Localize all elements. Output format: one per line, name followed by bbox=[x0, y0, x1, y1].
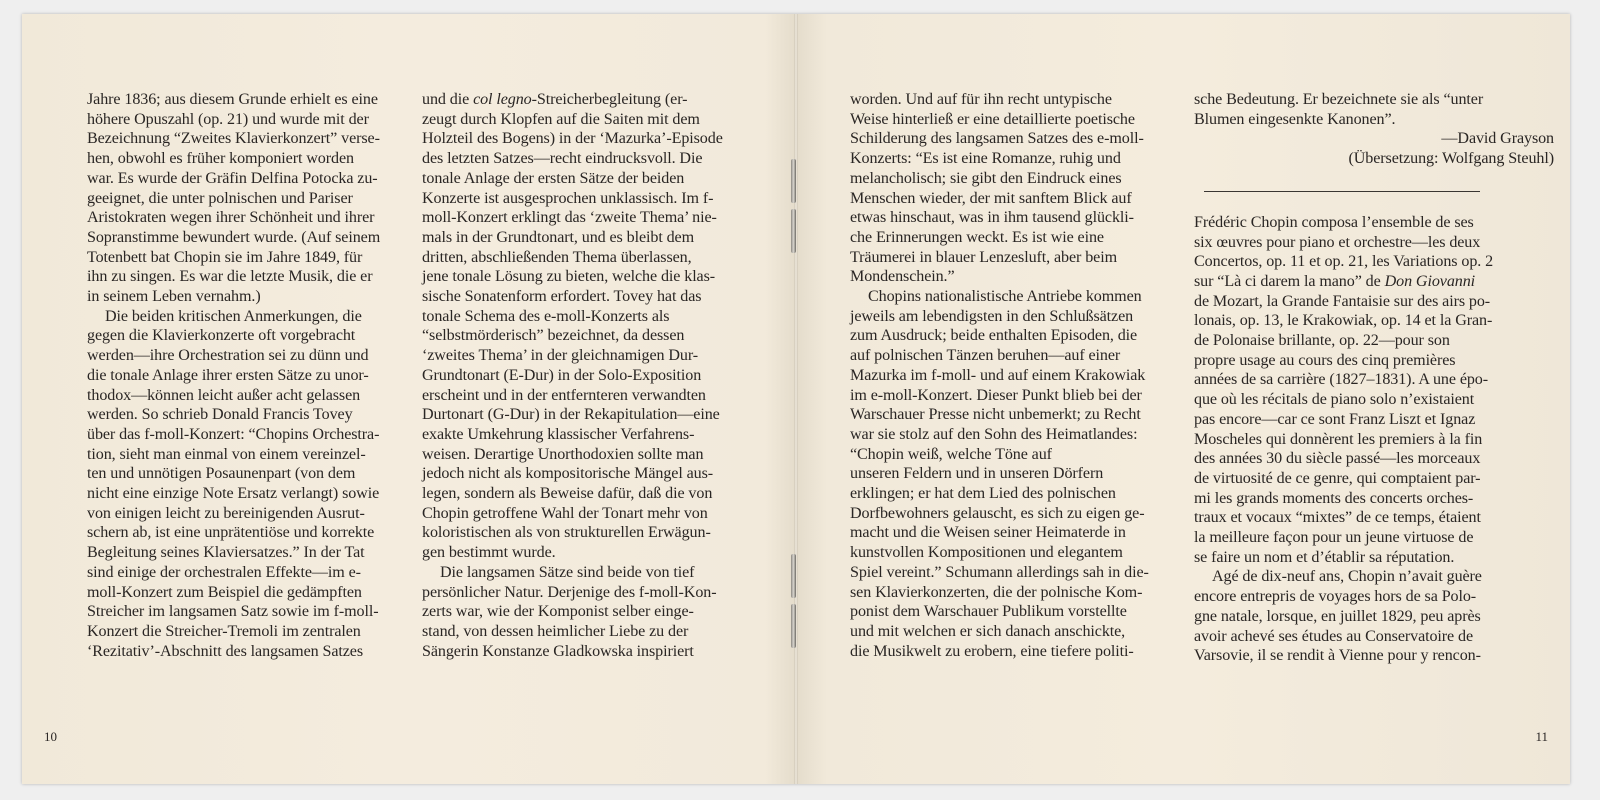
paragraph: Agé de dix-neuf ans, Chopin n’avait guère encore entrepris de voyages hors de sa Polo- gne natale, lorsque, en juillet 1829, peu après avoir achevé ses études au Conservatoire de Varsovie, il se rendit à Vienne pour y rencon- bbox=[1194, 568, 1482, 665]
right-page bbox=[796, 14, 1570, 784]
translator-credit: (Übersetzung: Wolfgang Steuhl) bbox=[1348, 150, 1554, 168]
paragraph: Die beiden kritischen Anmerkungen, die gegen die Klavierkonzerte oft vorgebracht werden—ihre Orchestration sei zu dünn und die tonale Anlage ihrer ersten Sätze zu unor- thodox—können leicht außer acht gelassen werden. So schrieb Donald Francis Tovey über das f-moll-Konzert: “Chopins Orchestra- tion, sieht man einmal von einem vereinzel- ten und unnötigen Posaunenpart (von dem nicht eine einzige Note Ersatz verlangt) sowie von einigen leicht zu bereinigenden Ausrut- schern ab, ist eine unprätentiöse und korrekte Begleitung seines Klaviersatzes.” In der Tat sind einige der orchestralen Effekte—im e- moll-Konzert zum Beispiel die gedämpften Streicher im langsamen Satz sowie im f-moll- Konzert die Streicher-Tremoli im zentralen ‘Rezitativ’-Abschnitt des langsamen Satzes bbox=[87, 307, 380, 660]
text-run: und die bbox=[422, 91, 474, 108]
left-column-2 bbox=[422, 90, 782, 661]
paragraph bbox=[422, 90, 782, 563]
text-run: Frédéric Chopin composa l’ensemble de ses six œuvres pour piano et orchestre—les deux Concertos, op. 11 et op. 21, les Variations op. 2 sur “Là ci darem la mano” de bbox=[1194, 213, 1494, 290]
text-run: de Mozart, la Grande Fantaisie sur des airs po- lonais, op. 13, le Krakowiak, op. 14 et la Gran- de Polonaise brillante, op. 22—pour son propre usage au cours des cinq premières années de sa carrière (1827–1831). A une épo- que où les récitals de piano solo n’existaient pas encore—car ce sont Franz Liszt et Ignaz Moscheles qui donnèrent les premiers à la fin des années 30 du siècle passé—les morceaux de virtuosité de ce genre, qui comptaient par- mi les grands moments des concerts orches- traux et vocaux “mixtes” de ce temps, étaient la meilleure façon pour un jeune virtuose de se faire un nom et d’établir sa réputation. bbox=[1194, 292, 1493, 566]
author-credit: —David Grayson bbox=[1441, 130, 1554, 148]
right-column-2 bbox=[1194, 90, 1554, 666]
paragraph: Chopins nationalistische Antriebe kommen jeweils am lebendigsten in den Schlußsätzen zum Ausdruck; beide enthalten Episoden, die auf polnischen Tänzen beruhen—auf einer Mazurka im f-moll- und auf einem Krakowiak im e-moll-Konzert. Dieser Punkt blieb bei der Warschauer Presse nicht unbemerkt; zu Recht war sie stolz auf den Sohn des Heimatlandes: “Chopin weiß, welche Töne auf unseren Feldern und in unseren Dörfern erklingen; er hat dem Lied des polnischen Dorfbewohners gelauscht, es sich zu eigen ge- macht und die Weisen seiner Heimaterde in kunstvollen Kompositionen und elegantem Spiel vereint.” Schumann allerdings sah in die- sen Klavierkonzerten, die der polnische Kom- ponist dem Warschauer Publikum vorstellte und mit welchen er sich danach anschickte, die Musikwelt zu erobern, eine tiefere politi- bbox=[850, 288, 1149, 660]
paragraph: sche Bedeutung. Er bezeichnete sie als “unter Blumen eingesenkte Kanonen”. bbox=[1194, 91, 1484, 128]
paragraph bbox=[1194, 213, 1554, 568]
booklet-spread bbox=[22, 14, 1570, 784]
italic-term: col legno bbox=[473, 91, 532, 108]
paragraph: worden. Und auf für ihn recht untypische Weise hinterließ er eine detaillierte poetische Schilderung des langsamen Satzes des e-moll- Konzerts: “Es ist eine Romanze, ruhig und melancholisch; sie gibt den Eindruck eines Menschen wieder, der mit sanftem Blick auf etwas hinschaut, was in ihm tausend glückli- che Erinnerungen weckt. Es ist wie eine Träumerei in blauer Lenzesluft, aber beim Mondenschein.” bbox=[850, 91, 1144, 286]
italic-title: Don Giovanni bbox=[1384, 272, 1476, 290]
page-number-left: 10 bbox=[44, 729, 57, 744]
paragraph: Jahre 1836; aus diesem Grunde erhielt es eine höhere Opuszahl (op. 21) und wurde mit der Bezeichnung “Zweites Klavierkonzert” verse- hen, obwohl es früher komponiert worden war. Es wurde der Gräfin Delfina Potocka zu- geeignet, die unter polnischen und Pariser Aristokraten wegen ihrer Schönheit und ihrer Sopranstimme bewundert wurde. (Auf seinem Totenbett bat Chopin sie im Jahre 1849, für ihn zu singen. Es war die letzte Musik, die er in seinem Leben vernahm.) bbox=[87, 91, 381, 306]
left-column-1 bbox=[87, 90, 447, 661]
left-page bbox=[22, 14, 796, 784]
paragraph: Die langsamen Sätze sind beide von tief persönlicher Natur. Derjenige des f-moll-Kon- zerts war, wie der Komponist selber einge- stand, von dessen heimlicher Liebe zu der Sängerin Konstanze Gladkowska inspiriert bbox=[422, 563, 717, 660]
text-run: -Streicherbegleitung (er- zeugt durch Klopfen auf die Saiten mit dem Holzteil des Bogens) in der ‘Mazurka’-Episode des letzten Satzes—recht eindrucksvoll. Die tonale Anlage der ersten Sätze der beiden Konzerte ist ausgesprochen unklassisch. Im f- moll-Konzert erklingt das ‘zweite Thema’ nie- mals in der Grundtonart, und es bleibt dem dritten, abschließenden Thema überlassen, jene tonale Lösung zu bieten, welche die klas- sische Sonatenform erfordert. Tovey hat das tonale Schema des e-moll-Konzerts als “selbstmörderisch” bezeichnet, da dessen ‘zweites Thema’ in der gleichnamigen Dur- Grundtonart (E-Dur) in der Solo-Exposition erscheint und in der entfernteren verwandten Durtonart (G-Dur) in der Rekapitulation—eine exakte Umkehrung klassischer Verfahrens- weisen. Derartige Unorthodoxien sollte man jedoch nicht als kompositorische Mängel aus- legen, sondern als Beweise dafür, daß die von Chopin getroffene Wahl der Tonart mehr von koloristischen als von strukturellen Erwägun- gen bestimmt wurde. bbox=[422, 91, 723, 562]
section-divider bbox=[1204, 191, 1480, 192]
right-column-1 bbox=[850, 90, 1210, 661]
page-number-right: 11 bbox=[1535, 729, 1548, 744]
